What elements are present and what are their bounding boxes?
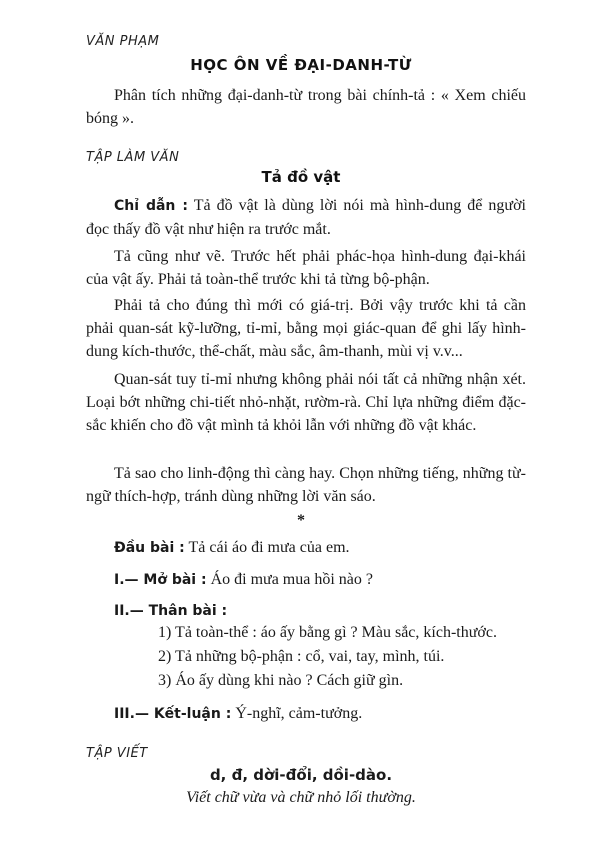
guidance-paragraph-4: Quan-sát tuy tỉ-mỉ nhưng không phải nói tất cả những nhận xét. Loại bớt những chi-tiết nhỏ-nhặt, rườm-rà. Chỉ lựa những điểm đặc-sắc khiến cho đồ vật mình tả khỏi lẫn với những đồ vật khác. bbox=[86, 371, 526, 434]
guidance-paragraph bbox=[86, 194, 526, 241]
outline-conclusion-label: III.— Kết-luận : bbox=[114, 706, 232, 722]
grammar-title: HỌC ÔN VỀ ĐẠI-DANH-TỪ bbox=[190, 56, 412, 74]
assignment-line bbox=[114, 537, 350, 559]
separator-asterisk: * bbox=[297, 512, 305, 529]
guidance-label: Chỉ dẫn : bbox=[114, 198, 188, 214]
outline-conclusion bbox=[114, 703, 362, 725]
section-label-tap-lam-van: TẬP LÀM VĂN bbox=[86, 150, 180, 165]
outline-intro-label: I.— Mở bài : bbox=[114, 572, 207, 588]
guidance-paragraph-3: Phải tả cho đúng thì mới có giá-trị. Bởi vậy trước khi tả cần phải quan-sát kỹ-lưỡng, tỉ-mỉ, bằng mọi giác-quan để ghi lấy hình-dung kích-thước, thể-chất, màu sắc, âm-thanh, mùi vị v.v... bbox=[86, 297, 526, 360]
outline-body-item-1: 1) Tả toàn-thể : áo ấy bằng gì ? Màu sắc, kích-thước. bbox=[158, 624, 497, 641]
assignment-text: Tả cái áo đi mưa của em. bbox=[188, 539, 350, 556]
outline-body-item-2: 2) Tả những bộ-phận : cổ, vai, tay, mình, túi. bbox=[158, 648, 445, 665]
guidance-paragraph-2: Tả cũng như vẽ. Trước hết phải phác-họa hình-dung đại-khái của vật ấy. Phải tả toàn-thể trước khi tả từng bộ-phận. bbox=[86, 248, 526, 288]
grammar-exercise: Phân tích những đại-danh-từ trong bài chính-tả : « Xem chiếu bóng ». bbox=[86, 87, 526, 127]
outline-conclusion-text: Ý-nghĩ, cảm-tưởng. bbox=[235, 705, 363, 722]
handwriting-instruction: Viết chữ vừa và chữ nhỏ lối thường. bbox=[186, 789, 416, 806]
section-label-tap-viet: TẬP VIẾT bbox=[86, 746, 148, 761]
section-label-van-pham: VĂN PHẠM bbox=[86, 34, 160, 49]
guidance-paragraph-5: Tả sao cho linh-động thì càng hay. Chọn những tiếng, những từ-ngữ thích-hợp, tránh dùng những lời văn sáo. bbox=[86, 465, 526, 505]
outline-intro bbox=[114, 569, 373, 591]
handwriting-letters: d, đ, dời-đổi, dồi-dào. bbox=[209, 766, 393, 784]
guidance-text: Tả đồ vật là dùng lời nói mà hình-dung để người đọc thấy đồ vật như hiện ra trước mắt. bbox=[86, 197, 526, 238]
outline-body-item-3: 3) Áo ấy dùng khi nào ? Cách giữ gìn. bbox=[158, 672, 404, 689]
outline-body-label: II.— Thân bài : bbox=[114, 603, 228, 619]
composition-title: Tả đồ vật bbox=[261, 168, 341, 186]
assignment-label: Đầu bài : bbox=[114, 540, 185, 556]
outline-intro-text: Áo đi mưa mua hồi nào ? bbox=[210, 571, 373, 588]
